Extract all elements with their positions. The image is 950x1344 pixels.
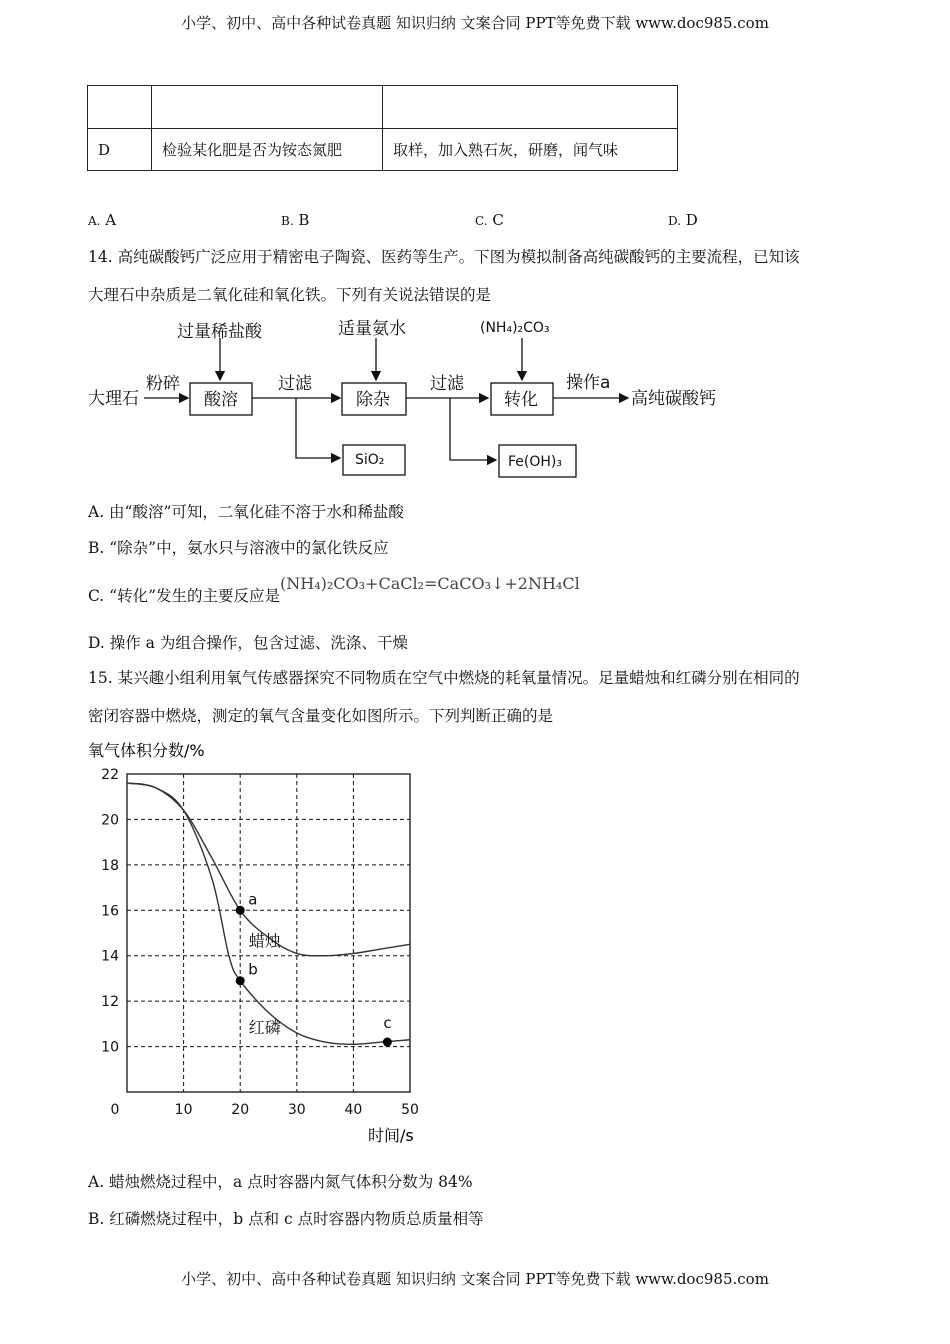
- q15-stem-line2: 密闭容器中燃烧，测定的氧气含量变化如图所示。下列判断正确的是: [88, 707, 554, 725]
- point-label-a: a: [248, 890, 258, 909]
- process-flow-diagram: [80, 312, 740, 482]
- q15-stem-line1: 15. 某兴趣小组利用氧气传感器探究不同物质在空气中燃烧的耗氧量情况。足量蜡烛和红磷分别在相同的: [88, 669, 800, 687]
- point-b: [236, 976, 245, 985]
- page-footer: 小学、初中、高中各种试卷真题 知识归纳 文案合同 PPT等免费下载 www.doc985.com: [181, 1270, 769, 1288]
- point-label-c: c: [383, 1014, 392, 1033]
- box-acid-label: 酸溶: [204, 390, 238, 410]
- label-sio2: SiO₂: [355, 452, 385, 468]
- q14-stem-line2: 大理石中杂质是二氧化硅和氧化铁。下列有关说法错误的是: [88, 286, 492, 304]
- page-header: 小学、初中、高中各种试卷真题 知识归纳 文案合同 PPT等免费下载 www.doc985.com: [181, 14, 769, 32]
- label-filter2: 过滤: [430, 374, 464, 394]
- series-label-phosphorus: 红磷: [248, 1017, 281, 1037]
- label-acid: 过量稀盐酸: [177, 322, 262, 342]
- y-tick-label: 12: [101, 994, 119, 1011]
- q14-option-b[interactable]: B. “除杂”中，氨水只与溶液中的氯化铁反应: [88, 539, 389, 557]
- label-ammonia: 适量氨水: [338, 319, 406, 339]
- box-conversion-label: 转化: [504, 390, 538, 410]
- q15-option-a[interactable]: A. 蜡烛燃烧过程中，a 点时容器内氮气体积分数为 84%: [88, 1173, 473, 1191]
- point-c: [383, 1038, 392, 1047]
- x-tick-label: 20: [231, 1102, 250, 1118]
- q14-stem-line1: 14. 高纯碳酸钙广泛应用于精密电子陶瓷、医药等生产。下图为模拟制备高纯碳酸钙的主要流程，已知该: [88, 248, 800, 266]
- x-tick-label: 40: [344, 1102, 363, 1118]
- option-c[interactable]: C. C: [475, 211, 504, 229]
- q14-option-a[interactable]: A. 由“酸溶”可知，二氧化硅不溶于水和稀盐酸: [88, 503, 404, 521]
- label-product: 高纯碳酸钙: [631, 389, 716, 409]
- label-marble: 大理石: [88, 389, 139, 409]
- y-tick-label: 22: [101, 767, 119, 783]
- y-tick-label: 10: [101, 1039, 119, 1056]
- option-a[interactable]: A. A: [88, 211, 117, 229]
- series-line-1: [127, 783, 410, 1044]
- label-feoh3: Fe(OH)₃: [508, 454, 562, 470]
- y-axis-label: 氧气体积分数/%: [88, 741, 205, 760]
- oxygen-chart: [80, 736, 440, 1146]
- label-crush: 粉碎: [146, 374, 180, 394]
- table-row: [88, 129, 678, 171]
- x-tick-label: 50: [401, 1102, 419, 1118]
- y-tick-label: 14: [101, 948, 119, 965]
- point-a: [236, 906, 245, 915]
- x-tick-label: 10: [174, 1102, 193, 1118]
- q14-option-c[interactable]: C. “转化”发生的主要反应是(NH₄)₂CO₃+CaCl₂=CaCO₃↓+2NH₄Cl: [88, 574, 580, 605]
- row-method: 取样，加入熟石灰，研磨，闻气味: [383, 129, 678, 171]
- y-tick-label: 20: [101, 812, 119, 829]
- q14-option-d[interactable]: D. 操作 a 为组合操作，包含过滤、洗涤、干燥: [88, 634, 408, 652]
- row-label: D: [88, 129, 152, 171]
- reaction-equation: (NH₄)₂CO₃+CaCl₂=CaCO₃↓+2NH₄Cl: [280, 574, 580, 593]
- answer-table: [87, 85, 678, 171]
- row-purpose: 检验某化肥是否为铵态氮肥: [152, 129, 383, 171]
- y-tick-label: 16: [101, 903, 119, 920]
- x-tick-label: 30: [287, 1102, 306, 1118]
- point-label-b: b: [248, 960, 258, 979]
- table-row: [88, 86, 678, 129]
- x-tick-label: 0: [110, 1102, 120, 1118]
- series-label-candle: 蜡烛: [248, 931, 281, 951]
- label-filter1: 过滤: [278, 374, 312, 394]
- x-axis-label: 时间/s: [368, 1126, 414, 1145]
- q15-option-b[interactable]: B. 红磷燃烧过程中，b 点和 c 点时容器内物质总质量相等: [88, 1210, 484, 1228]
- series-line-0: [127, 783, 410, 956]
- label-operation: 操作a: [566, 373, 611, 393]
- label-carbonate: (NH₄)₂CO₃: [480, 320, 550, 336]
- option-d[interactable]: D. D: [668, 211, 698, 229]
- option-b[interactable]: B. B: [281, 211, 310, 229]
- y-tick-label: 18: [101, 857, 119, 874]
- box-impurity-label: 除杂: [356, 390, 390, 410]
